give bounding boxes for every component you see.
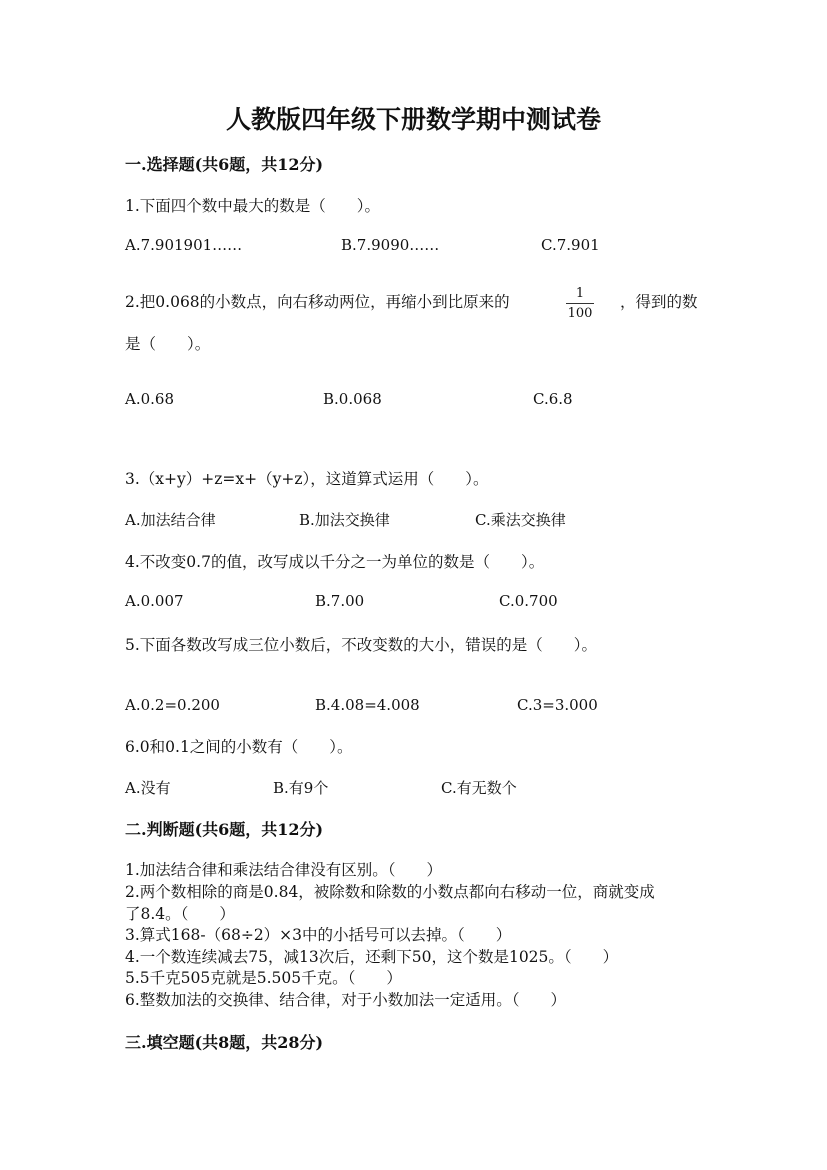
question-6-option-c: C.有无数个 [441,779,517,797]
question-4-option-b: B.7.00 [315,592,365,610]
fraction-one-hundredth [566,286,594,321]
question-1-option-b: B.7.9090…… [341,236,440,254]
judgement-item-1: 1.加法结合律和乘法结合律没有区别。（ ） [125,861,443,879]
question-2-option-c: C.6.8 [533,390,573,408]
judgement-item-4: 4.一个数连续减去75，减13次后，还剩下50，这个数是1025。（ ） [125,948,619,966]
judgement-item-2-continued: 了8.4。（ ） [125,905,235,923]
question-1-option-c: C.7.901 [541,236,600,254]
section-heading-choice: 一.选择题(共6题，共12分) [125,155,324,174]
question-4: 4.不改变0.7的值，改写成以千分之一为单位的数是（ ）。 [125,553,545,571]
question-3-option-b: B.加法交换律 [299,511,390,529]
fraction-numerator: 1 [575,286,585,301]
judgement-item-6: 6.整数加法的交换律、结合律，对于小数加法一定适用。（ ） [125,991,567,1009]
question-3-option-a: A.加法结合律 [125,511,216,529]
question-5-option-c: C.3=3.000 [517,696,598,714]
section-heading-fill-in: 三.填空题(共8题，共28分) [125,1033,324,1052]
question-2-text-c: 是（ ）。 [125,335,211,353]
judgement-item-2: 2.两个数相除的商是0.84，被除数和除数的小数点都向右移动一位，商就变成 [125,883,655,901]
question-4-option-a: A.0.007 [125,592,184,610]
question-6-option-a: A.没有 [125,779,171,797]
question-3-option-c: C.乘法交换律 [475,511,566,529]
question-1: 1.下面四个数中最大的数是（ ）。 [125,197,381,215]
question-4-option-c: C.0.700 [499,592,558,610]
fraction-denominator: 100 [567,306,593,321]
question-5: 5.下面各数改写成三位小数后，不改变数的大小，错误的是（ ）。 [125,636,598,654]
question-2-option-a: A.0.68 [125,390,174,408]
section-heading-judgement: 二.判断题(共6题，共12分) [125,820,324,839]
question-3: 3.（x+y）+z=x+（y+z），这道算式运用（ ）。 [125,470,489,488]
fraction-bar [566,303,594,304]
question-5-option-a: A.0.2=0.200 [125,696,220,714]
question-5-option-b: B.4.08=4.008 [315,696,420,714]
question-1-option-a: A.7.901901…… [125,236,243,254]
judgement-item-3: 3.算式168-（68÷2）×3中的小括号可以去掉。（ ） [125,926,512,944]
judgement-item-5: 5.5千克505克就是5.505千克。（ ） [125,969,402,987]
question-2-option-b: B.0.068 [323,390,382,408]
question-6-option-b: B.有9个 [273,779,329,797]
question-2-text-a: 2.把0.068的小数点，向右移动两位，再缩小到比原来的 [125,293,510,311]
question-2-text-b: ，得到的数 [620,293,698,311]
page-title: 人教版四年级下册数学期中测试卷 [225,105,601,134]
question-6: 6.0和0.1之间的小数有（ ）。 [125,738,353,756]
